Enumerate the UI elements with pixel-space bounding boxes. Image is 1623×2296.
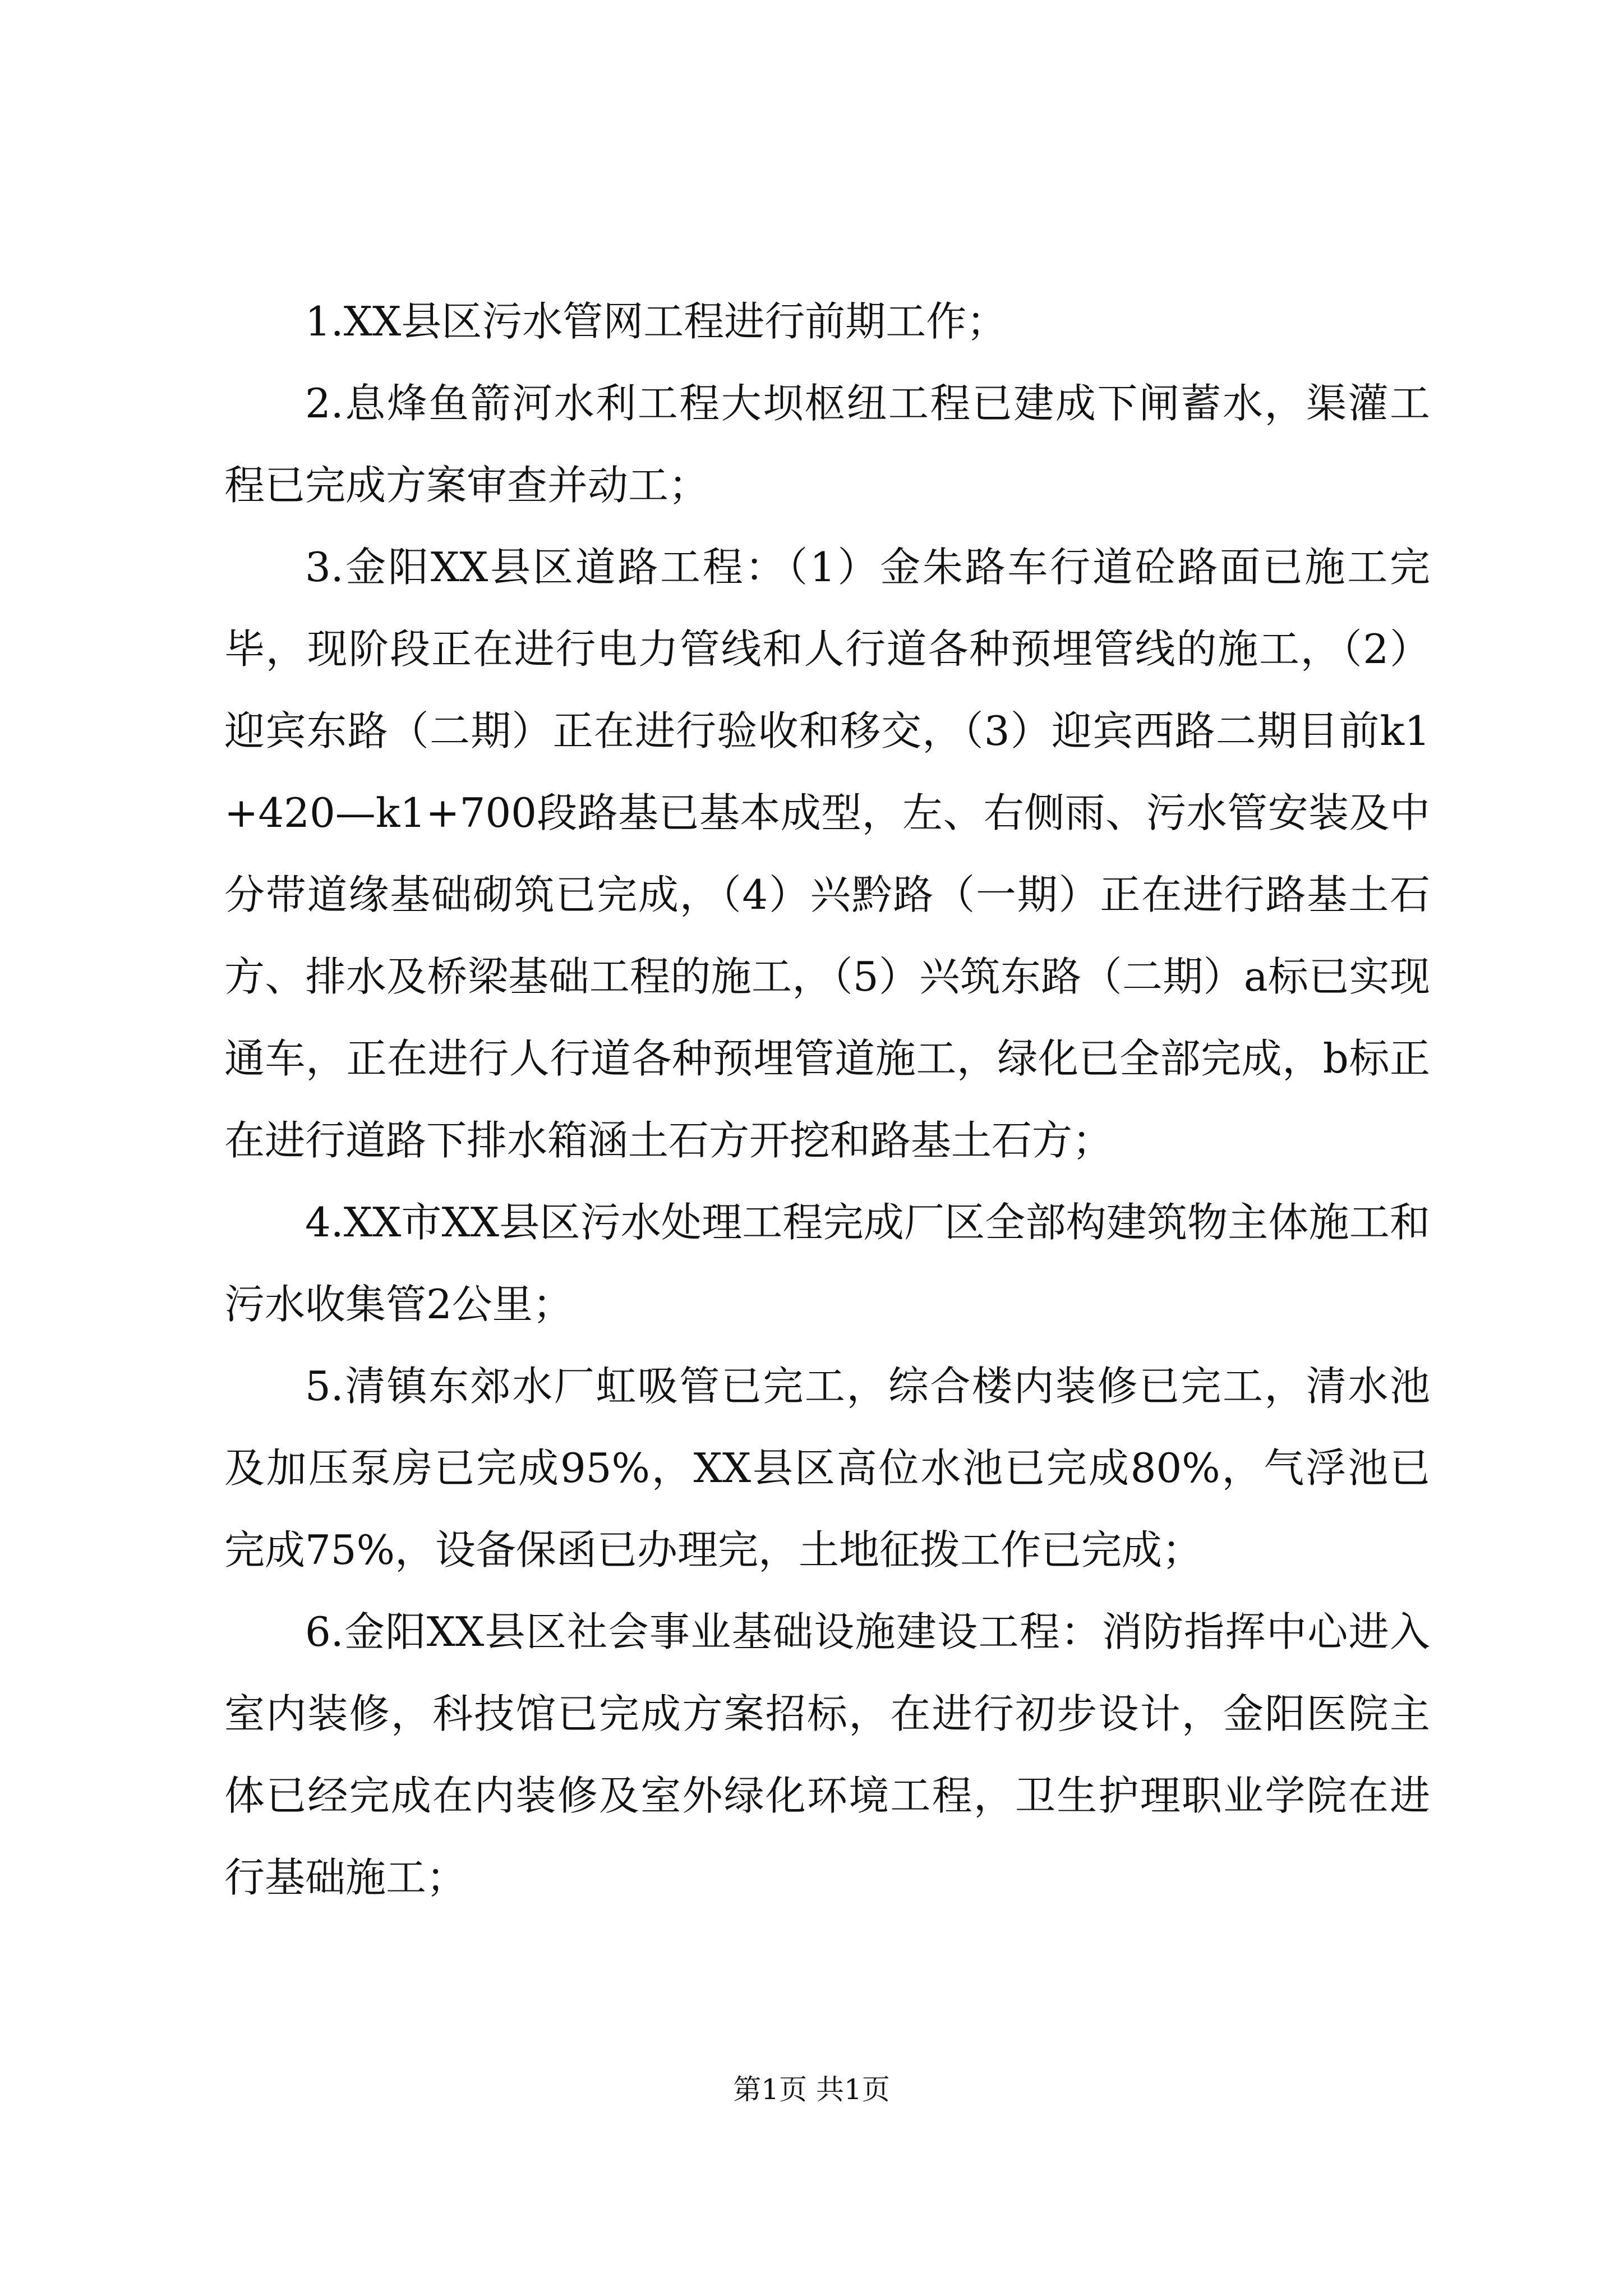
document-body	[224, 280, 1430, 1918]
page-footer: 第1页 共1页	[733, 2073, 890, 2106]
paragraph-5: 5.清镇东郊水厂虹吸管已完工，综合楼内装修已完工，清水池及加压泵房已完成95%，XX县区高位水池已完成80%，气浮池已完成75%，设备保函已办理完，土地征拨工作已完成；	[224, 1363, 1430, 1573]
paragraph-3: 3.金阳XX县区道路工程：（1）金朱路车行道砼路面已施工完毕，现阶段正在进行电力管线和人行道各种预埋管线的施工，（2）迎宾东路（二期）正在进行验收和移交，（3）迎宾西路二期目前k1+420—k1+700段路基已基本成型，左、右侧雨、污水管安装及中分带道缘基础砌筑已完成，（4）兴黔路（一期）正在进行路基土石方、排水及桥梁基础工程的施工，（5）兴筑东路（二期）a标已实现通车，正在进行人行道各种预埋管道施工，绿化已全部完成，b标正在进行道路下排水箱涵土石方开挖和路基土石方；	[224, 544, 1430, 1164]
paragraph-2: 2.息烽鱼箭河水利工程大坝枢纽工程已建成下闸蓄水，渠灌工程已完成方案审查并动工；	[224, 380, 1430, 509]
paragraph-4: 4.XX市XX县区污水处理工程完成厂区全部构建筑物主体施工和污水收集管2公里；	[224, 1199, 1430, 1328]
paragraph-6: 6.金阳XX县区社会事业基础设施建设工程：消防指挥中心进入室内装修，科技馆已完成方案招标，在进行初步设计，金阳医院主体已经完成在内装修及室外绿化环境工程，卫生护理职业学院在进行基础施工；	[224, 1608, 1430, 1901]
paragraph-1: 1.XX县区污水管网工程进行前期工作；	[305, 298, 1007, 345]
